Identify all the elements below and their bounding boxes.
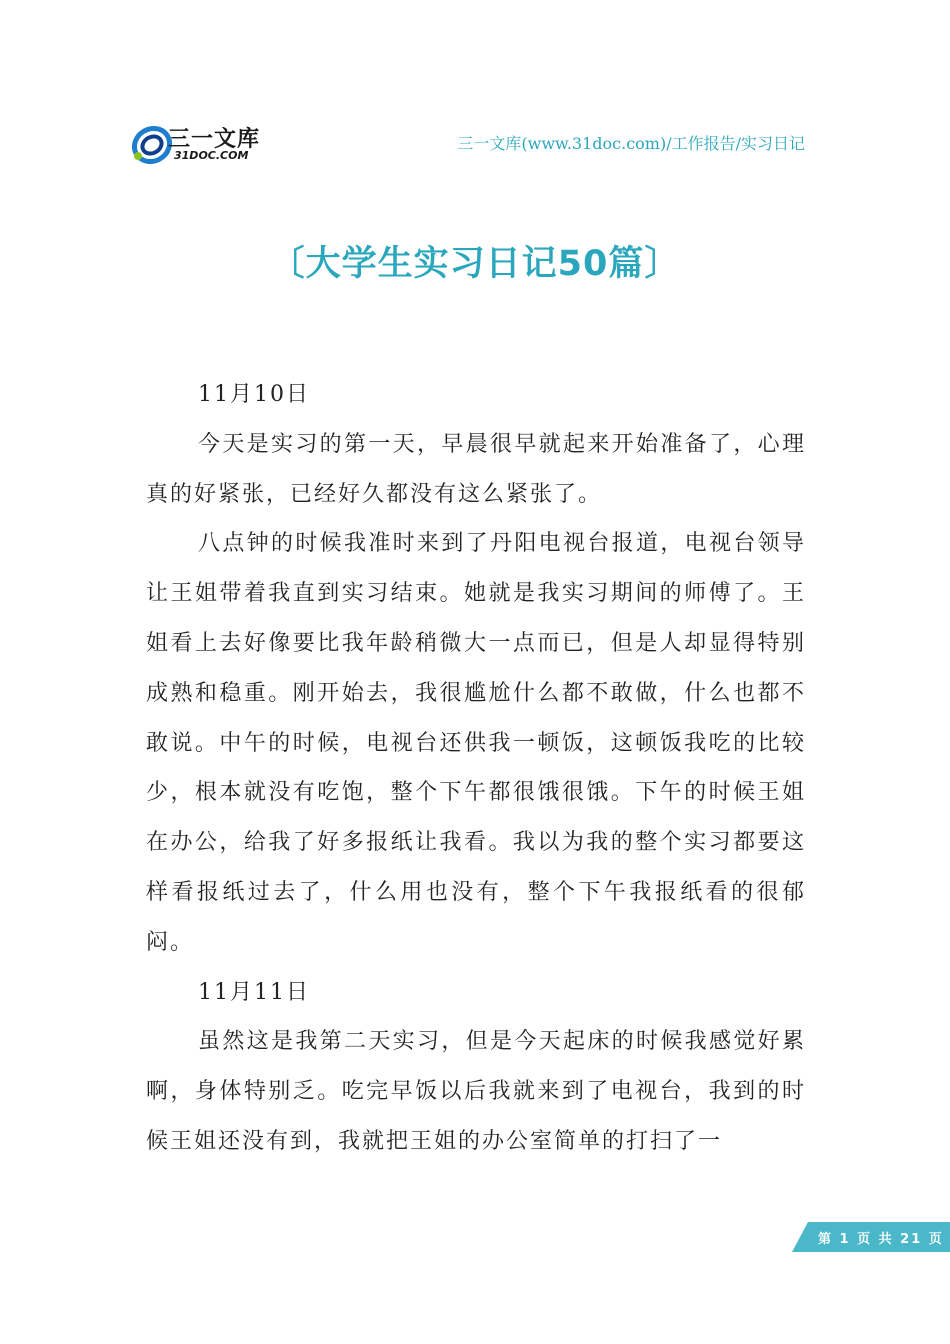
- document-body: [146, 370, 806, 1167]
- document-title: 〔大学生实习日记50篇〕: [269, 244, 681, 284]
- diary-date: 11月11日: [198, 979, 310, 1005]
- paragraph: 八点钟的时候我准时来到了丹阳电视台报道，电视台领导让王姐带着我直到实习结束。她就是我实习期间的师傅了。王姐看上去好像要比我年龄稍微大一点而已，但是人却显得特别成熟和稳重。刚开始去，我很尴尬什么都不敢做，什么也都不敢说。中午的时候，电视台还供我一顿饭，这顿饭我吃的比较少，根本就没有吃饱，整个下午都很饿很饿。下午的时候王姐在办公，给我了好多报纸让我看。我以为我的整个实习都要这样看报纸过去了，什么用也没有，整个下午我报纸看的很郁闷。: [146, 531, 806, 955]
- paragraph: 今天是实习的第一天，早晨很早就起来开始准备了，心理真的好紧张，已经好久都没有这么紧张了。: [146, 431, 806, 507]
- site-logo: [130, 118, 280, 170]
- page-indicator-tab: [792, 1222, 950, 1252]
- logo-subtext: 31DOC.COM: [174, 149, 249, 162]
- breadcrumb[interactable]: 三一文库(www.31doc.com)/工作报告/实习日记: [457, 134, 805, 153]
- paragraph: 虽然这是我第二天实习，但是今天起床的时候我感觉好累啊，身体特别乏。吃完早饭以后我就来到了电视台，我到的时候王姐还没有到，我就把王姐的办公室简单的打扫了一: [146, 1029, 806, 1154]
- logo-text: 三一文库: [168, 127, 261, 152]
- page-number: 第 1 页 共 21 页: [818, 1232, 944, 1247]
- diary-date: 11月10日: [198, 382, 310, 407]
